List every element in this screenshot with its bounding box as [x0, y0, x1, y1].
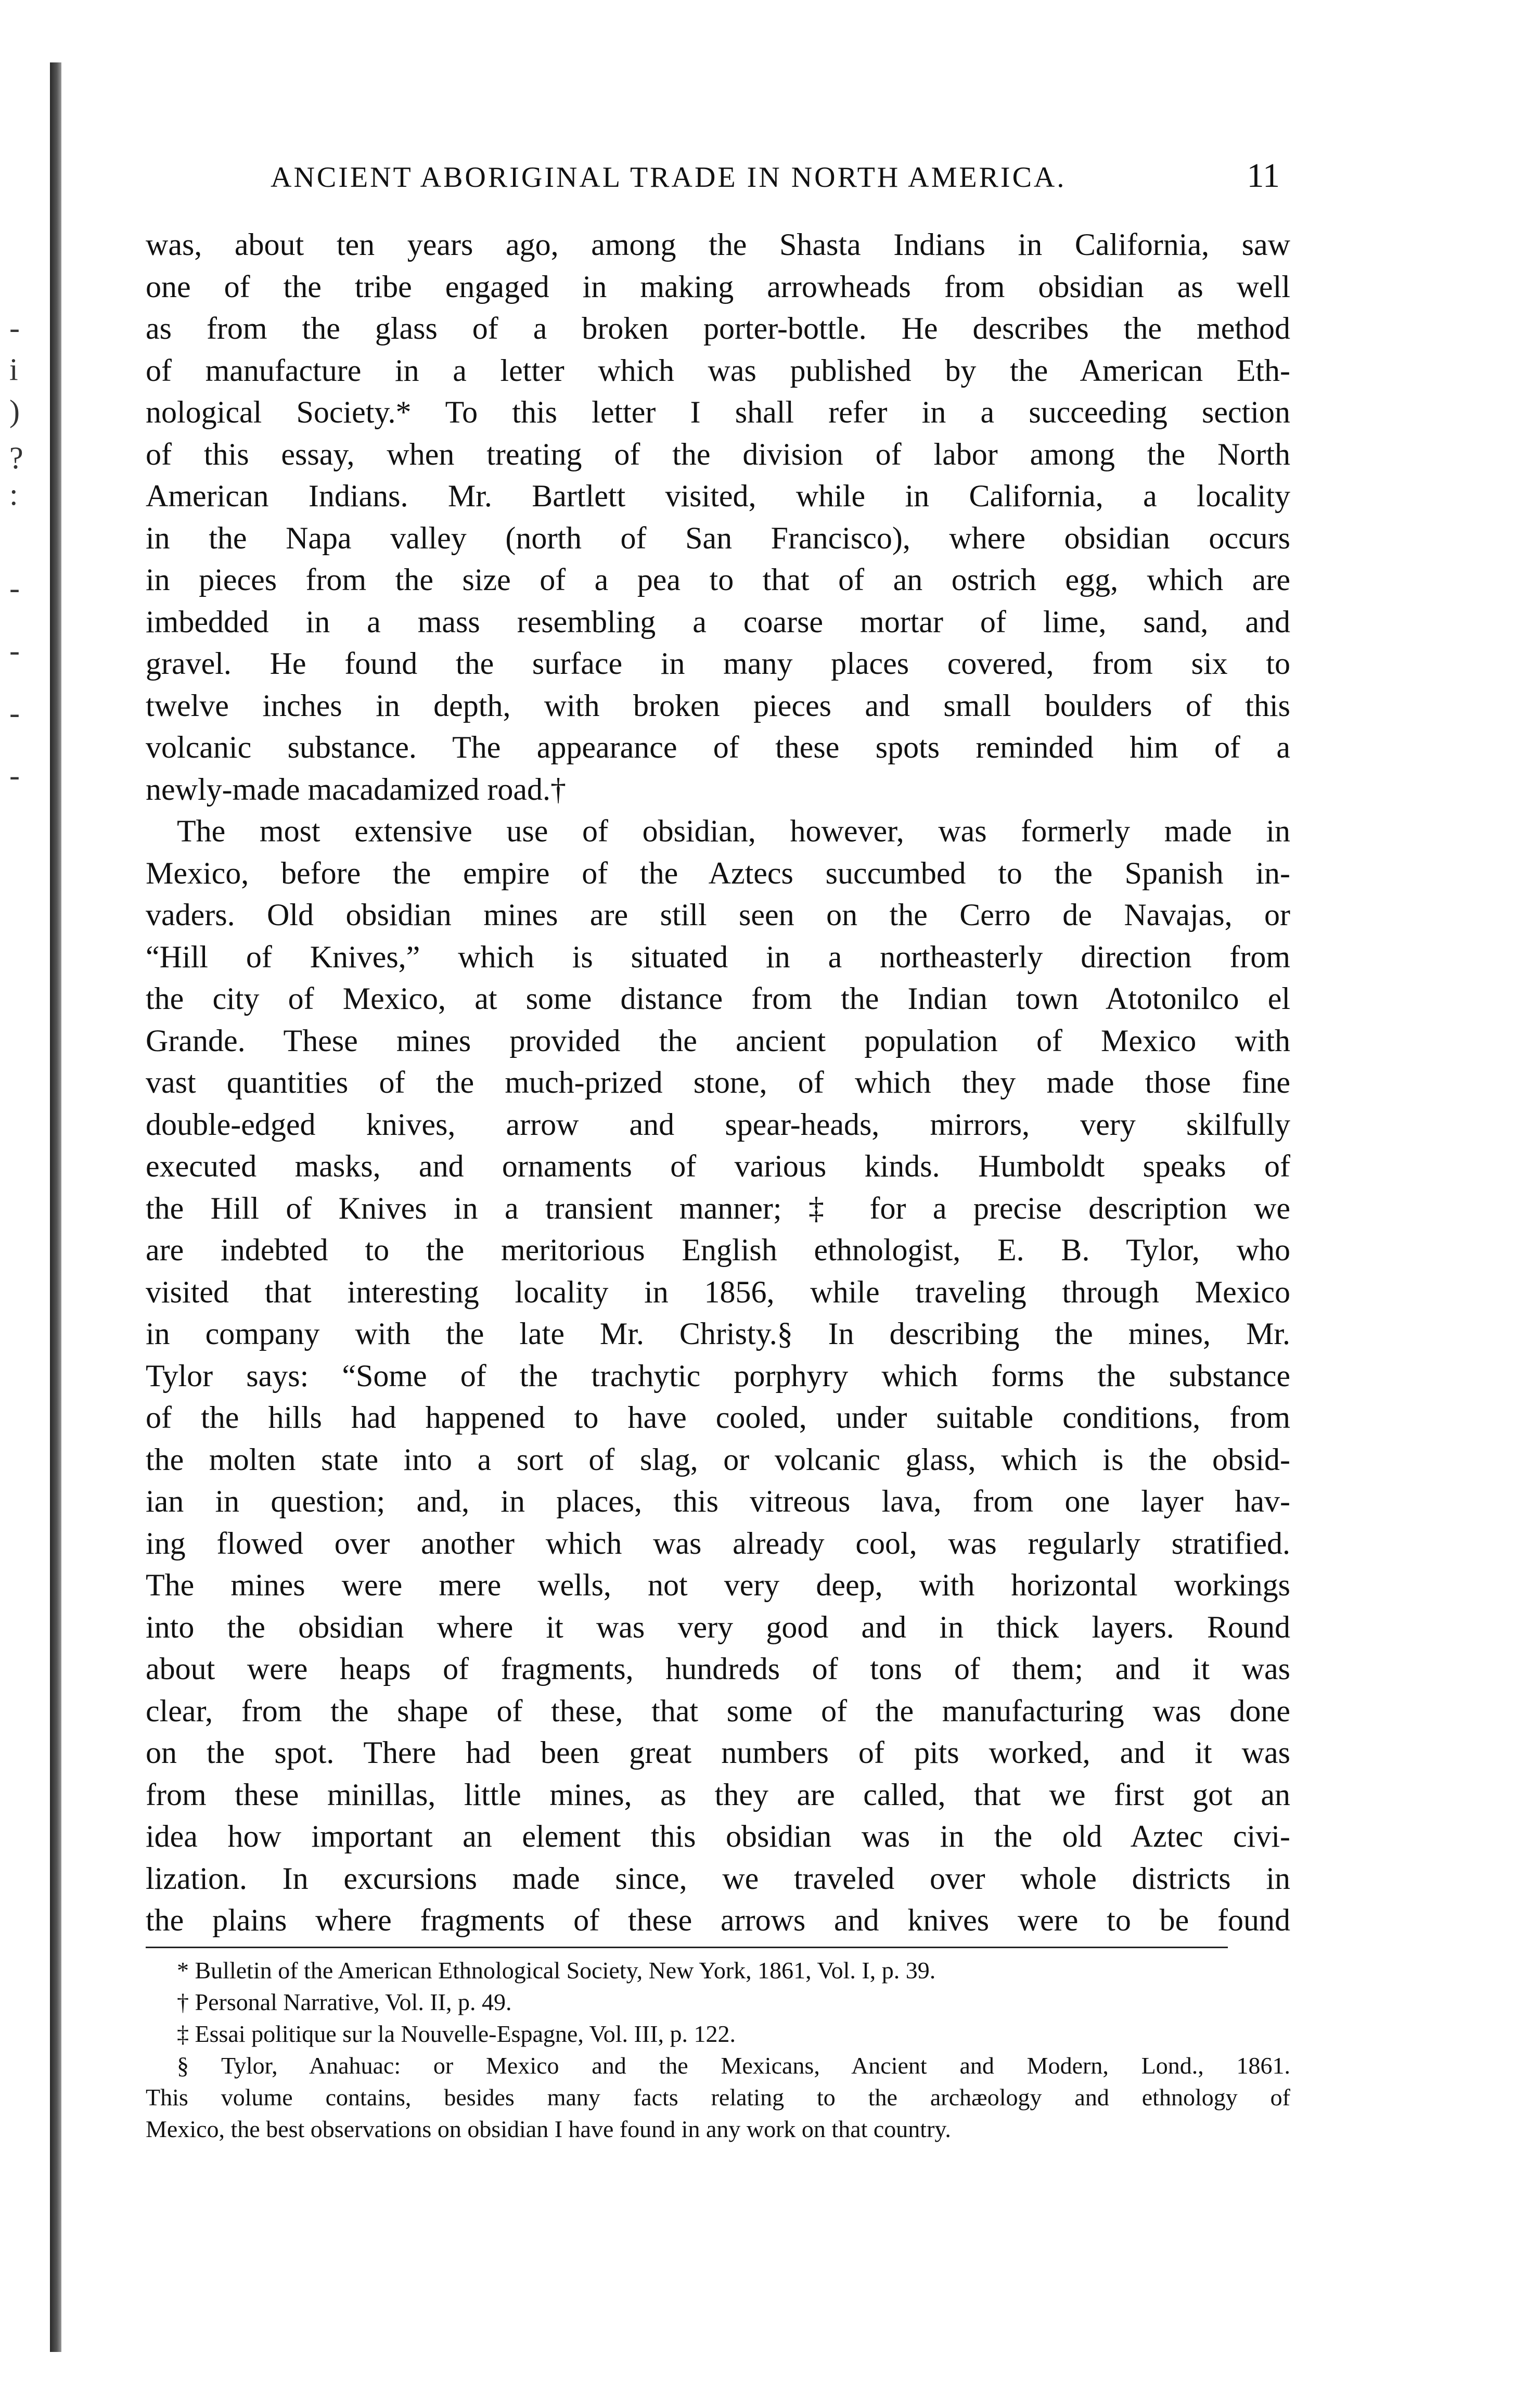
footnote-divider	[146, 1947, 1228, 1948]
body-line: ing flowed over another which was already cool, was regularly stratified.	[146, 1526, 1290, 1561]
body-line: visited that interesting locality in 1856, while traveling through Mexico	[146, 1274, 1290, 1309]
body-line: in company with the late Mr. Christy.§ In describing the mines, Mr.	[146, 1316, 1290, 1351]
body-line: double-edged knives, arrow and spear-heads, mirrors, very skilfully	[146, 1107, 1290, 1142]
body-line: The most extensive use of obsidian, however, was formerly made in	[177, 814, 1290, 848]
margin-mark: )	[9, 394, 20, 428]
footnote: § Tylor, Anahuac: or Mexico and the Mexicans, Ancient and Modern, Lond., 1861.	[177, 2052, 1290, 2079]
footnote: † Personal Narrative, Vol. II, p. 49.	[177, 1988, 512, 2015]
body-line: American Indians. Mr. Bartlett visited, while in California, a locality	[146, 479, 1290, 513]
body-line: nological Society.* To this letter I shall refer in a succeeding section	[146, 395, 1290, 429]
margin-mark: -	[9, 633, 20, 668]
body-line: The mines were mere wells, not very deep, with horizontal workings	[146, 1568, 1290, 1602]
running-title: ANCIENT ABORIGINAL TRADE IN NORTH AMERICA.	[271, 161, 1067, 194]
page-number: 11	[1247, 157, 1280, 195]
body-line: the plains where fragments of these arrows and knives were to be found	[146, 1903, 1290, 1937]
body-line: of the hills had happened to have cooled, under suitable conditions, from	[146, 1400, 1290, 1435]
body-line: on the spot. There had been great numbers of pits worked, and it was	[146, 1735, 1290, 1770]
body-line: idea how important an element this obsidian was in the old Aztec civi-	[146, 1819, 1290, 1853]
body-line: are indebted to the meritorious English ethnologist, E. B. Tylor, who	[146, 1233, 1290, 1267]
body-line: Tylor says: “Some of the trachytic porphyry which forms the substance	[146, 1358, 1290, 1393]
body-line: the Hill of Knives in a transient manner; ‡ for a precise description we	[146, 1191, 1290, 1225]
body-line: Mexico, before the empire of the Aztecs succumbed to the Spanish in-	[146, 855, 1290, 890]
book-page	[146, 156, 1290, 2145]
body-line: “Hill of Knives,” which is situated in a northeasterly direction from	[146, 939, 1290, 974]
body-line: one of the tribe engaged in making arrowheads from obsidian as well	[146, 269, 1290, 304]
body-line: gravel. He found the surface in many places covered, from six to	[146, 646, 1290, 681]
margin-mark: i	[9, 352, 18, 387]
body-line: newly-made macadamized road.†	[146, 772, 566, 807]
body-line: about were heaps of fragments, hundreds of tons of them; and it was	[146, 1652, 1290, 1686]
margin-mark: -	[9, 311, 20, 345]
margin-mark: -	[9, 696, 20, 730]
body-text	[146, 224, 1290, 1941]
running-head	[146, 156, 1290, 224]
body-line: vast quantities of the much-prized stone, of which they made those fine	[146, 1065, 1290, 1099]
footnote: * Bulletin of the American Ethnological Society, New York, 1861, Vol. I, p. 39.	[177, 1957, 936, 1984]
footnote: Mexico, the best observations on obsidian I have found in any work on that country.	[146, 2115, 951, 2142]
body-line: the city of Mexico, at some distance from the Indian town Atotonilco el	[146, 981, 1290, 1016]
margin-mark: -	[9, 758, 20, 792]
body-line: ian in question; and, in places, this vitreous lava, from one layer hav-	[146, 1484, 1290, 1518]
body-line: the molten state into a sort of slag, or volcanic glass, which is the obsid-	[146, 1442, 1290, 1477]
body-line: of manufacture in a letter which was published by the American Eth-	[146, 353, 1290, 388]
body-line: vaders. Old obsidian mines are still seen on the Cerro de Navajas, or	[146, 898, 1290, 932]
margin-mark: ?	[9, 441, 23, 475]
body-line: in the Napa valley (north of San Francisco), where obsidian occurs	[146, 520, 1290, 555]
body-line: volcanic substance. The appearance of these spots reminded him of a	[146, 730, 1290, 764]
body-line: as from the glass of a broken porter-bottle. He describes the method	[146, 311, 1290, 346]
body-line: into the obsidian where it was very good and in thick layers. Round	[146, 1609, 1290, 1644]
body-line: from these minillas, little mines, as they are called, that we first got an	[146, 1777, 1290, 1812]
body-line: Grande. These mines provided the ancient population of Mexico with	[146, 1023, 1290, 1058]
left-margin-marks	[9, 312, 41, 833]
body-line: in pieces from the size of a pea to that of an ostrich egg, which are	[146, 562, 1290, 597]
footnote: This volume contains, besides many facts relating to the archæology and ethnology of	[146, 2083, 1290, 2111]
margin-mark: :	[9, 477, 18, 512]
body-line: of this essay, when treating of the division of labor among the North	[146, 437, 1290, 471]
body-line: lization. In excursions made since, we traveled over whole districts in	[146, 1861, 1290, 1896]
margin-mark: -	[9, 571, 20, 605]
body-line: clear, from the shape of these, that some of the manufacturing was done	[146, 1693, 1290, 1728]
body-line: executed masks, and ornaments of various kinds. Humboldt speaks of	[146, 1149, 1290, 1183]
page-binding-edge	[50, 62, 61, 2352]
body-line: twelve inches in depth, with broken pieces and small boulders of this	[146, 688, 1290, 723]
body-line: imbedded in a mass resembling a coarse mortar of lime, sand, and	[146, 604, 1290, 639]
body-line: was, about ten years ago, among the Shasta Indians in California, saw	[146, 227, 1290, 262]
footnote: ‡ Essai politique sur la Nouvelle-Espagne, Vol. III, p. 122.	[177, 2020, 736, 2047]
footnotes	[146, 1954, 1290, 2145]
